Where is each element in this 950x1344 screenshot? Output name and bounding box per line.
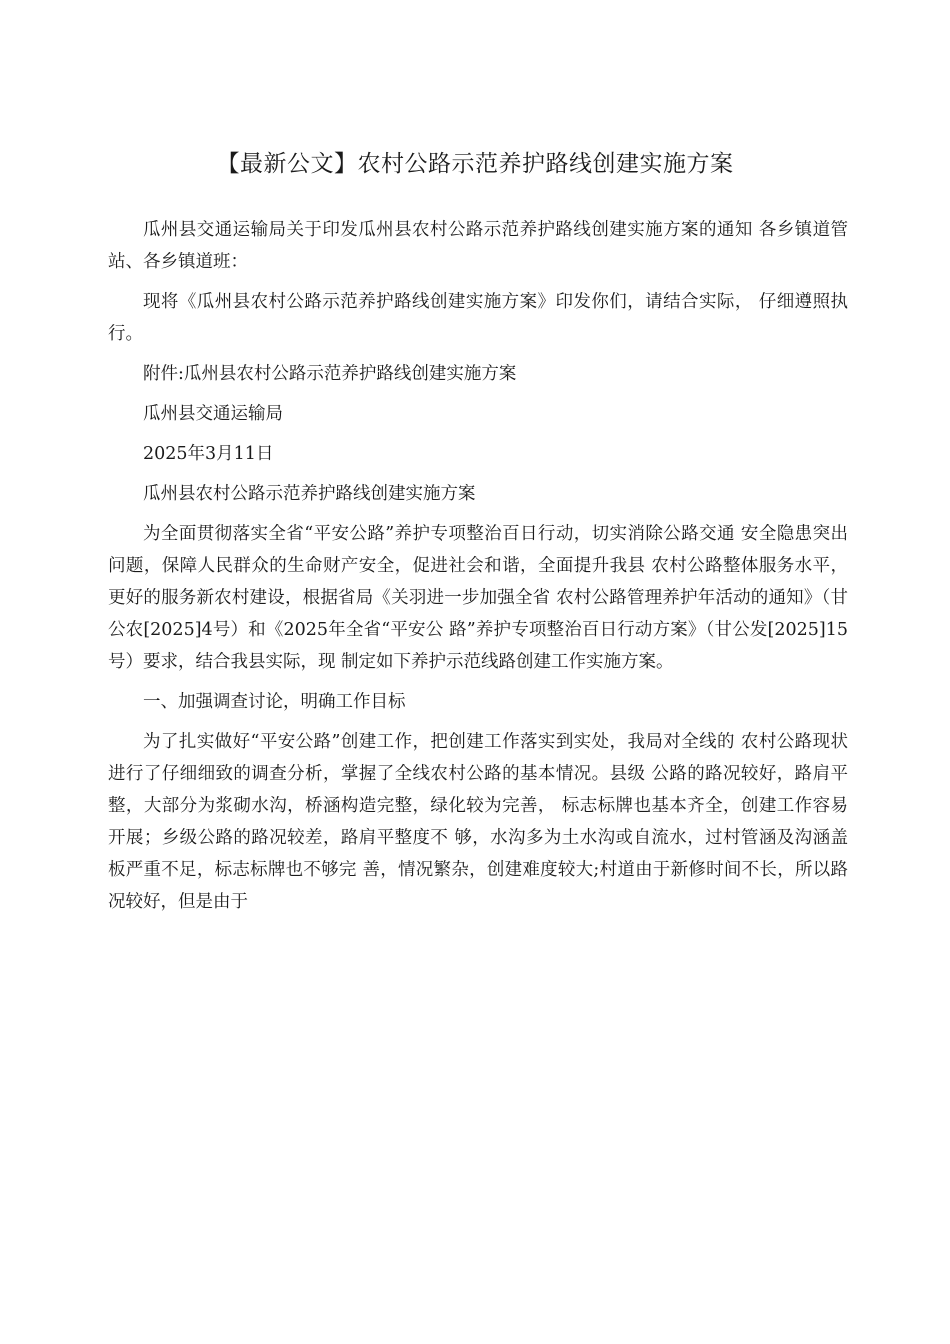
date-line: 2025年3月11日 <box>143 444 274 464</box>
notice-heading-paragraph: 瓜州县交通运输局关于印发瓜州县农村公路示范养护路线创建实施方案的通知 各乡镇道管站、各乡镇道班： <box>108 220 848 272</box>
intro-paragraph: 为全面贯彻落实全省“平安公路”养护专项整治百日行动，切实消除公路交通 安全隐患突出问题，保障人民群众的生命财产安全，促进社会和谐，全面提升我县 农村公路整体服务水平，更好的服务新农村建设，根据省局《关羽进一步加强全省 农村公路管理养护年活动的通知》（甘公农[2025]4号）和《2025年全省“平安公 路”养护专项整治百日行动方案》（甘公发[2025]15号）要求，结合我县实际，现 制定如下养护示范线路创建工作实施方案。 <box>108 524 848 672</box>
issuer-line: 瓜州县交通运输局 <box>143 404 283 424</box>
section-one-paragraph: 为了扎实做好“平安公路”创建工作，把创建工作落实到实处，我局对全线的 农村公路现状进行了仔细细致的调查分析，掌握了全线农村公路的基本情况。县级 公路的路况较好，路肩平整，大部分为浆砌水沟，桥涵构造完整，绿化较为完善， 标志标牌也基本齐全，创建工作容易开展；乡级公路的路况较差，路肩平整度不 够，水沟多为土水沟或自流水，过村管涵及沟涵盖板严重不足，标志标牌也不够完 善，情况繁杂，创建难度较大;村道由于新修时间不长，所以路况较好，但是由于 <box>108 732 848 912</box>
document-title: 【最新公文】农村公路示范养护路线创建实施方案 <box>216 151 734 177</box>
document-body <box>108 214 848 926</box>
attachment-line: 附件:瓜州县农村公路示范养护路线创建实施方案 <box>143 364 517 384</box>
notice-instruction-paragraph: 现将《瓜州县农村公路示范养护路线创建实施方案》印发你们，请结合实际， 仔细遵照执行。 <box>108 292 848 344</box>
section-one-heading: 一、加强调查讨论，明确工作目标 <box>143 692 406 712</box>
plan-title-line: 瓜州县农村公路示范养护路线创建实施方案 <box>143 484 476 504</box>
